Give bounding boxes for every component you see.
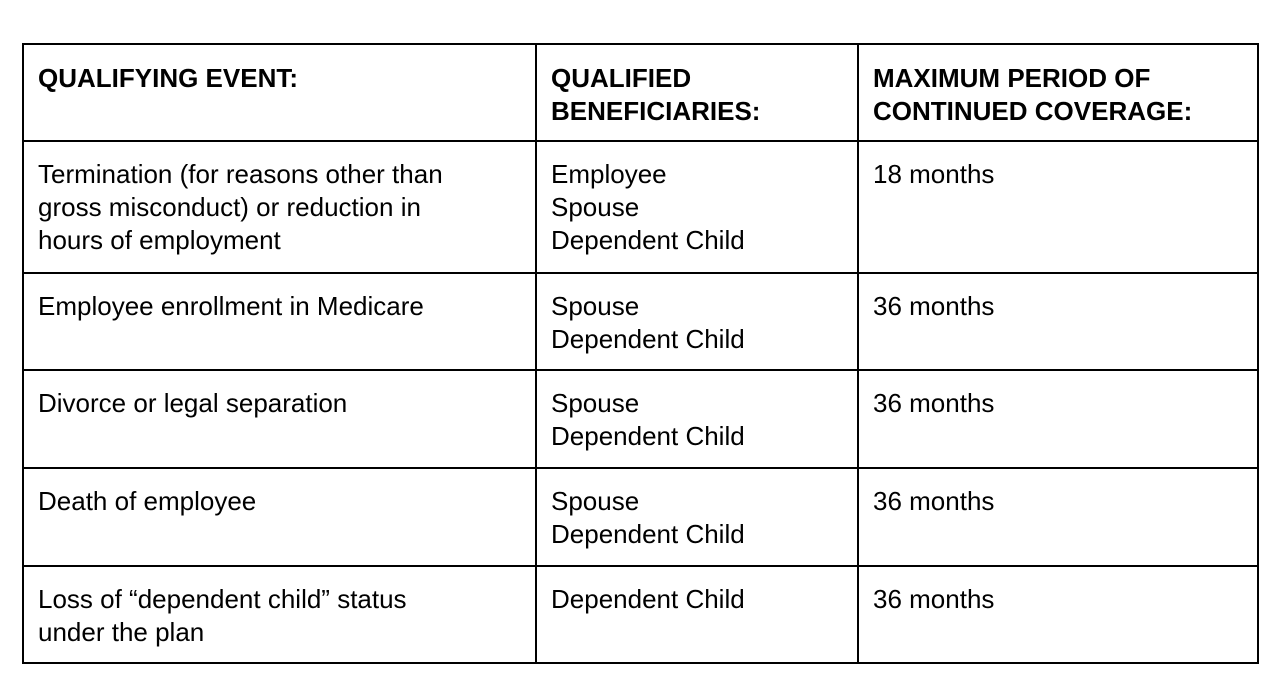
beneficiaries-cell — [536, 468, 858, 566]
event-text: hours of employment — [38, 225, 281, 255]
beneficiary-text: Dependent Child — [551, 519, 745, 549]
period-text: 36 months — [873, 291, 995, 321]
table-row — [23, 566, 1258, 663]
header-text: MAXIMUM PERIOD OF — [873, 63, 1151, 93]
header-maximum-period — [858, 44, 1258, 141]
period-text: 18 months — [873, 159, 995, 189]
beneficiary-text: Dependent Child — [551, 225, 745, 255]
event-text: Employee enrollment in Medicare — [38, 291, 424, 321]
table-header — [23, 44, 1258, 141]
header-qualifying-event — [23, 44, 536, 141]
beneficiary-text: Spouse — [551, 192, 640, 222]
table-row — [23, 141, 1258, 273]
qualifying-event-cell — [23, 468, 536, 566]
coverage-period-cell — [858, 566, 1258, 663]
event-text: Divorce or legal separation — [38, 388, 348, 418]
beneficiary-text: Spouse — [551, 388, 640, 418]
period-text: 36 months — [873, 388, 995, 418]
period-text: 36 months — [873, 486, 995, 516]
beneficiaries-cell — [536, 370, 858, 468]
beneficiary-text: Dependent Child — [551, 584, 745, 614]
header-qualified-beneficiaries — [536, 44, 858, 141]
event-text: Death of employee — [38, 486, 257, 516]
table-row — [23, 468, 1258, 566]
coverage-table — [22, 43, 1259, 664]
beneficiaries-cell — [536, 273, 858, 370]
qualifying-event-cell — [23, 566, 536, 663]
beneficiaries-cell — [536, 141, 858, 273]
header-text: QUALIFYING EVENT: — [38, 63, 299, 93]
coverage-period-cell — [858, 273, 1258, 370]
event-text: Loss of “dependent child” status — [38, 584, 407, 614]
beneficiary-text: Spouse — [551, 486, 640, 516]
table-row — [23, 370, 1258, 468]
beneficiary-text: Dependent Child — [551, 324, 745, 354]
event-text: gross misconduct) or reduction in — [38, 192, 421, 222]
header-text: BENEFICIARIES: — [551, 96, 761, 126]
coverage-period-cell — [858, 370, 1258, 468]
table-row — [23, 273, 1258, 370]
qualifying-event-cell — [23, 273, 536, 370]
coverage-period-cell — [858, 141, 1258, 273]
beneficiary-text: Employee — [551, 159, 667, 189]
beneficiary-text: Dependent Child — [551, 421, 745, 451]
beneficiary-text: Spouse — [551, 291, 640, 321]
header-text: CONTINUED COVERAGE: — [873, 96, 1193, 126]
period-text: 36 months — [873, 584, 995, 614]
header-text: QUALIFIED — [551, 63, 692, 93]
qualifying-event-cell — [23, 370, 536, 468]
table-body — [23, 141, 1258, 663]
header-row — [23, 44, 1258, 141]
beneficiaries-cell — [536, 566, 858, 663]
event-text: under the plan — [38, 617, 205, 647]
coverage-period-cell — [858, 468, 1258, 566]
qualifying-event-cell — [23, 141, 536, 273]
event-text: Termination (for reasons other than — [38, 159, 443, 189]
